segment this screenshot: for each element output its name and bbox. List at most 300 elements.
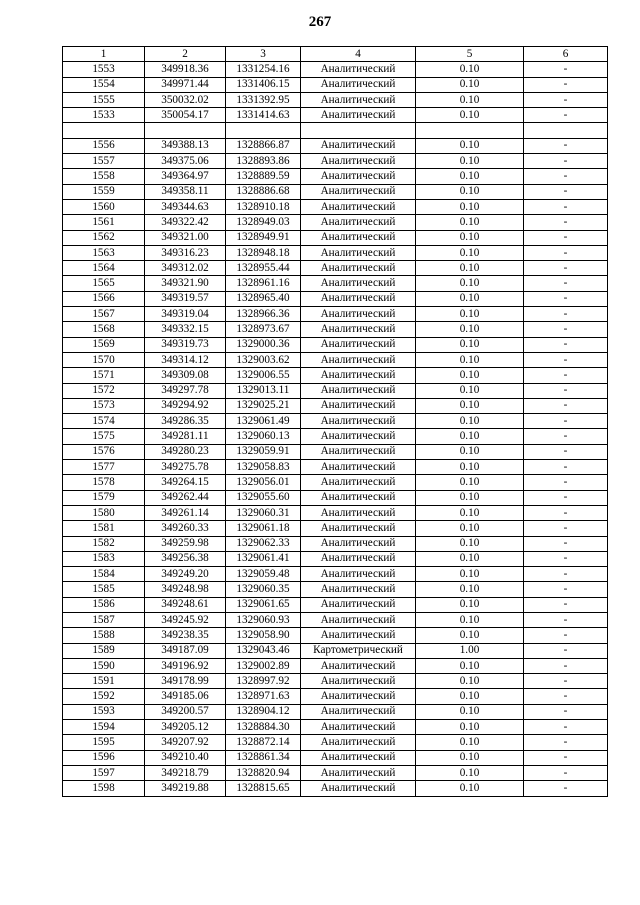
note-cell: - bbox=[524, 199, 608, 214]
x-coordinate-cell: 349256.38 bbox=[145, 551, 226, 566]
method-cell: Аналитический bbox=[301, 169, 416, 184]
accuracy-cell: 0.10 bbox=[416, 92, 524, 107]
point-number-cell: 1564 bbox=[63, 261, 145, 276]
y-coordinate-cell: 1328973.67 bbox=[226, 322, 301, 337]
method-cell: Аналитический bbox=[301, 704, 416, 719]
x-coordinate-cell: 349364.97 bbox=[145, 169, 226, 184]
note-cell: - bbox=[524, 414, 608, 429]
note-cell: - bbox=[524, 704, 608, 719]
x-coordinate-cell: 349297.78 bbox=[145, 383, 226, 398]
table-row bbox=[63, 490, 608, 505]
accuracy-cell: 0.10 bbox=[416, 444, 524, 459]
x-coordinate-cell: 349319.73 bbox=[145, 337, 226, 352]
method-cell: Аналитический bbox=[301, 460, 416, 475]
method-cell: Аналитический bbox=[301, 567, 416, 582]
x-coordinate-cell: 349238.35 bbox=[145, 628, 226, 643]
x-coordinate-cell: 349262.44 bbox=[145, 490, 226, 505]
accuracy-cell: 0.10 bbox=[416, 169, 524, 184]
method-cell: Аналитический bbox=[301, 735, 416, 750]
y-coordinate-cell: 1329000.36 bbox=[226, 337, 301, 352]
note-cell: - bbox=[524, 765, 608, 780]
y-coordinate-cell: 1329061.49 bbox=[226, 414, 301, 429]
table-row bbox=[63, 276, 608, 291]
method-cell: Аналитический bbox=[301, 490, 416, 505]
note-cell: - bbox=[524, 261, 608, 276]
point-number-cell: 1582 bbox=[63, 536, 145, 551]
y-coordinate-cell: 1329058.83 bbox=[226, 460, 301, 475]
accuracy-cell: 0.10 bbox=[416, 567, 524, 582]
page-number: 267 bbox=[308, 14, 332, 30]
x-coordinate-cell: 349344.63 bbox=[145, 199, 226, 214]
point-number-cell: 1571 bbox=[63, 368, 145, 383]
accuracy-cell: 0.10 bbox=[416, 154, 524, 169]
method-cell: Аналитический bbox=[301, 184, 416, 199]
accuracy-cell: 0.10 bbox=[416, 750, 524, 765]
y-coordinate-cell: 1331414.63 bbox=[226, 108, 301, 123]
point-number-cell: 1587 bbox=[63, 612, 145, 627]
x-coordinate-cell: 349358.11 bbox=[145, 184, 226, 199]
y-coordinate-cell: 1328965.40 bbox=[226, 291, 301, 306]
table-row bbox=[63, 597, 608, 612]
table-row bbox=[63, 444, 608, 459]
note-cell: - bbox=[524, 108, 608, 123]
y-coordinate-cell: 1328889.59 bbox=[226, 169, 301, 184]
point-number-cell: 1579 bbox=[63, 490, 145, 505]
point-number-cell: 1570 bbox=[63, 352, 145, 367]
accuracy-cell: 0.10 bbox=[416, 521, 524, 536]
point-number-cell: 1592 bbox=[63, 689, 145, 704]
point-number-cell: 1558 bbox=[63, 169, 145, 184]
x-coordinate-cell: 349196.92 bbox=[145, 658, 226, 673]
x-coordinate-cell: 349264.15 bbox=[145, 475, 226, 490]
y-coordinate-cell: 1329061.65 bbox=[226, 597, 301, 612]
note-cell: - bbox=[524, 505, 608, 520]
method-cell: Аналитический bbox=[301, 199, 416, 214]
table-row bbox=[63, 108, 608, 123]
point-number-cell: 1568 bbox=[63, 322, 145, 337]
point-number-cell: 1581 bbox=[63, 521, 145, 536]
column-header: 6 bbox=[524, 47, 608, 62]
table-row bbox=[63, 215, 608, 230]
note-cell: - bbox=[524, 62, 608, 77]
table-row bbox=[63, 765, 608, 780]
note-cell: - bbox=[524, 781, 608, 796]
y-coordinate-cell: 1331392.95 bbox=[226, 92, 301, 107]
table-row bbox=[63, 77, 608, 92]
method-cell: Аналитический bbox=[301, 429, 416, 444]
method-cell: Аналитический bbox=[301, 689, 416, 704]
accuracy-cell: 0.10 bbox=[416, 658, 524, 673]
y-coordinate-cell: 1328997.92 bbox=[226, 674, 301, 689]
x-coordinate-cell: 349375.06 bbox=[145, 154, 226, 169]
point-number-cell: 1573 bbox=[63, 398, 145, 413]
note-cell: - bbox=[524, 567, 608, 582]
point-number-cell: 1574 bbox=[63, 414, 145, 429]
table-row bbox=[63, 291, 608, 306]
y-coordinate-cell: 1328948.18 bbox=[226, 245, 301, 260]
x-coordinate-cell: 349245.92 bbox=[145, 612, 226, 627]
y-coordinate-cell: 1329059.48 bbox=[226, 567, 301, 582]
table-row bbox=[63, 628, 608, 643]
note-cell: - bbox=[524, 643, 608, 658]
accuracy-cell: 0.10 bbox=[416, 781, 524, 796]
method-cell: Аналитический bbox=[301, 674, 416, 689]
note-cell: - bbox=[524, 276, 608, 291]
x-coordinate-cell: 349281.11 bbox=[145, 429, 226, 444]
method-cell: Аналитический bbox=[301, 658, 416, 673]
point-number-cell: 1565 bbox=[63, 276, 145, 291]
y-coordinate-cell: 1329056.01 bbox=[226, 475, 301, 490]
table-row bbox=[63, 352, 608, 367]
accuracy-cell: 0.10 bbox=[416, 230, 524, 245]
point-number-cell: 1575 bbox=[63, 429, 145, 444]
method-cell: Аналитический bbox=[301, 352, 416, 367]
accuracy-cell: 0.10 bbox=[416, 735, 524, 750]
y-coordinate-cell: 1329061.41 bbox=[226, 551, 301, 566]
point-number-cell: 1584 bbox=[63, 567, 145, 582]
point-number-cell: 1589 bbox=[63, 643, 145, 658]
note-cell: - bbox=[524, 77, 608, 92]
note-cell: - bbox=[524, 444, 608, 459]
table-row bbox=[63, 184, 608, 199]
x-coordinate-cell: 349918.36 bbox=[145, 62, 226, 77]
method-cell: Аналитический bbox=[301, 245, 416, 260]
note-cell: - bbox=[524, 291, 608, 306]
accuracy-cell: 0.10 bbox=[416, 261, 524, 276]
x-coordinate-cell: 349314.12 bbox=[145, 352, 226, 367]
point-number-cell: 1598 bbox=[63, 781, 145, 796]
table-row bbox=[63, 643, 608, 658]
x-coordinate-cell: 349309.08 bbox=[145, 368, 226, 383]
note-cell: - bbox=[524, 674, 608, 689]
accuracy-cell: 0.10 bbox=[416, 597, 524, 612]
accuracy-cell: 0.10 bbox=[416, 628, 524, 643]
table-row bbox=[63, 475, 608, 490]
x-coordinate-cell: 349178.99 bbox=[145, 674, 226, 689]
table-row bbox=[63, 720, 608, 735]
note-cell: - bbox=[524, 536, 608, 551]
table-row bbox=[63, 521, 608, 536]
x-coordinate-cell: 349248.98 bbox=[145, 582, 226, 597]
point-number-cell: 1597 bbox=[63, 765, 145, 780]
note-cell: - bbox=[524, 628, 608, 643]
table-row bbox=[63, 383, 608, 398]
accuracy-cell: 0.10 bbox=[416, 199, 524, 214]
accuracy-cell: 0.10 bbox=[416, 276, 524, 291]
point-number-cell: 1580 bbox=[63, 505, 145, 520]
accuracy-cell: 0.10 bbox=[416, 307, 524, 322]
accuracy-cell: 1.00 bbox=[416, 643, 524, 658]
point-number-cell: 1591 bbox=[63, 674, 145, 689]
y-coordinate-cell: 1328815.65 bbox=[226, 781, 301, 796]
point-number-cell: 1533 bbox=[63, 108, 145, 123]
method-cell: Аналитический bbox=[301, 77, 416, 92]
x-coordinate-cell: 349210.40 bbox=[145, 750, 226, 765]
accuracy-cell: 0.10 bbox=[416, 337, 524, 352]
table-row bbox=[63, 781, 608, 796]
accuracy-cell: 0.10 bbox=[416, 582, 524, 597]
accuracy-cell: 0.10 bbox=[416, 612, 524, 627]
note-cell: - bbox=[524, 597, 608, 612]
y-coordinate-cell: 1331406.15 bbox=[226, 77, 301, 92]
point-number-cell: 1583 bbox=[63, 551, 145, 566]
table-row bbox=[63, 169, 608, 184]
x-coordinate-cell: 349207.92 bbox=[145, 735, 226, 750]
accuracy-cell: 0.10 bbox=[416, 429, 524, 444]
method-cell: Аналитический bbox=[301, 765, 416, 780]
table-row bbox=[63, 92, 608, 107]
y-coordinate-cell: 1329055.60 bbox=[226, 490, 301, 505]
x-coordinate-cell: 349388.13 bbox=[145, 138, 226, 153]
x-coordinate-cell: 349319.57 bbox=[145, 291, 226, 306]
x-coordinate-cell: 349321.90 bbox=[145, 276, 226, 291]
point-number-cell: 1567 bbox=[63, 307, 145, 322]
table-row bbox=[63, 199, 608, 214]
accuracy-cell: 0.10 bbox=[416, 536, 524, 551]
y-coordinate-cell: 1329060.31 bbox=[226, 505, 301, 520]
accuracy-cell: 0.10 bbox=[416, 720, 524, 735]
coordinates-table bbox=[62, 46, 608, 797]
y-coordinate-cell: 1329058.90 bbox=[226, 628, 301, 643]
point-number-cell: 1554 bbox=[63, 77, 145, 92]
table-row bbox=[63, 230, 608, 245]
x-coordinate-cell: 349280.23 bbox=[145, 444, 226, 459]
note-cell: - bbox=[524, 383, 608, 398]
method-cell: Аналитический bbox=[301, 215, 416, 230]
x-coordinate-cell: 349319.04 bbox=[145, 307, 226, 322]
y-coordinate-cell: 1329060.13 bbox=[226, 429, 301, 444]
x-coordinate-cell: 349248.61 bbox=[145, 597, 226, 612]
accuracy-cell: 0.10 bbox=[416, 322, 524, 337]
point-number-cell: 1560 bbox=[63, 199, 145, 214]
x-coordinate-cell: 349316.23 bbox=[145, 245, 226, 260]
y-coordinate-cell: 1329006.55 bbox=[226, 368, 301, 383]
point-number-cell: 1577 bbox=[63, 460, 145, 475]
note-cell: - bbox=[524, 322, 608, 337]
method-cell: Аналитический bbox=[301, 551, 416, 566]
point-number-cell: 1561 bbox=[63, 215, 145, 230]
y-coordinate-cell: 1329003.62 bbox=[226, 352, 301, 367]
table-row bbox=[63, 337, 608, 352]
method-cell: Аналитический bbox=[301, 582, 416, 597]
method-cell: Аналитический bbox=[301, 398, 416, 413]
note-cell: - bbox=[524, 154, 608, 169]
method-cell: Аналитический bbox=[301, 138, 416, 153]
y-coordinate-cell: 1328884.30 bbox=[226, 720, 301, 735]
accuracy-cell: 0.10 bbox=[416, 291, 524, 306]
x-coordinate-cell: 349294.92 bbox=[145, 398, 226, 413]
y-coordinate-cell: 1329061.18 bbox=[226, 521, 301, 536]
y-coordinate-cell: 1329013.11 bbox=[226, 383, 301, 398]
y-coordinate-cell: 1328893.86 bbox=[226, 154, 301, 169]
point-number-cell: 1569 bbox=[63, 337, 145, 352]
accuracy-cell: 0.10 bbox=[416, 704, 524, 719]
accuracy-cell: 0.10 bbox=[416, 184, 524, 199]
note-cell: - bbox=[524, 429, 608, 444]
y-coordinate-cell: 1328955.44 bbox=[226, 261, 301, 276]
accuracy-cell: 0.10 bbox=[416, 215, 524, 230]
y-coordinate-cell: 1328949.91 bbox=[226, 230, 301, 245]
point-number-cell: 1553 bbox=[63, 62, 145, 77]
table-row bbox=[63, 567, 608, 582]
point-number-cell: 1596 bbox=[63, 750, 145, 765]
y-coordinate-cell: 1329062.33 bbox=[226, 536, 301, 551]
note-cell: - bbox=[524, 215, 608, 230]
accuracy-cell: 0.10 bbox=[416, 108, 524, 123]
y-coordinate-cell: 1331254.16 bbox=[226, 62, 301, 77]
note-cell: - bbox=[524, 735, 608, 750]
table-row bbox=[63, 123, 608, 138]
method-cell: Аналитический bbox=[301, 597, 416, 612]
method-cell bbox=[301, 123, 416, 138]
table-row bbox=[63, 307, 608, 322]
y-coordinate-cell bbox=[226, 123, 301, 138]
x-coordinate-cell: 349321.00 bbox=[145, 230, 226, 245]
note-cell: - bbox=[524, 138, 608, 153]
method-cell: Аналитический bbox=[301, 230, 416, 245]
note-cell: - bbox=[524, 352, 608, 367]
table-row bbox=[63, 505, 608, 520]
x-coordinate-cell: 349322.42 bbox=[145, 215, 226, 230]
table-body bbox=[63, 62, 608, 796]
point-number-cell: 1555 bbox=[63, 92, 145, 107]
point-number-cell: 1578 bbox=[63, 475, 145, 490]
y-coordinate-cell: 1328861.34 bbox=[226, 750, 301, 765]
accuracy-cell: 0.10 bbox=[416, 352, 524, 367]
method-cell: Аналитический bbox=[301, 628, 416, 643]
table-row bbox=[63, 398, 608, 413]
table-row bbox=[63, 460, 608, 475]
table-row bbox=[63, 689, 608, 704]
accuracy-cell: 0.10 bbox=[416, 138, 524, 153]
point-number-cell: 1566 bbox=[63, 291, 145, 306]
table-row bbox=[63, 582, 608, 597]
x-coordinate-cell: 349286.35 bbox=[145, 414, 226, 429]
method-cell: Аналитический bbox=[301, 261, 416, 276]
method-cell: Картометрический bbox=[301, 643, 416, 658]
note-cell: - bbox=[524, 184, 608, 199]
x-coordinate-cell: 349261.14 bbox=[145, 505, 226, 520]
point-number-cell bbox=[63, 123, 145, 138]
x-coordinate-cell: 349218.79 bbox=[145, 765, 226, 780]
method-cell: Аналитический bbox=[301, 521, 416, 536]
table-row bbox=[63, 429, 608, 444]
note-cell: - bbox=[524, 245, 608, 260]
table-row bbox=[63, 750, 608, 765]
accuracy-cell: 0.10 bbox=[416, 689, 524, 704]
note-cell: - bbox=[524, 398, 608, 413]
accuracy-cell: 0.10 bbox=[416, 765, 524, 780]
note-cell: - bbox=[524, 337, 608, 352]
note-cell: - bbox=[524, 92, 608, 107]
accuracy-cell: 0.10 bbox=[416, 414, 524, 429]
method-cell: Аналитический bbox=[301, 291, 416, 306]
note-cell: - bbox=[524, 582, 608, 597]
note-cell: - bbox=[524, 169, 608, 184]
x-coordinate-cell: 349260.33 bbox=[145, 521, 226, 536]
method-cell: Аналитический bbox=[301, 108, 416, 123]
method-cell: Аналитический bbox=[301, 383, 416, 398]
point-number-cell: 1576 bbox=[63, 444, 145, 459]
note-cell: - bbox=[524, 750, 608, 765]
accuracy-cell: 0.10 bbox=[416, 505, 524, 520]
note-cell: - bbox=[524, 475, 608, 490]
x-coordinate-cell: 349219.88 bbox=[145, 781, 226, 796]
note-cell: - bbox=[524, 658, 608, 673]
y-coordinate-cell: 1328971.63 bbox=[226, 689, 301, 704]
y-coordinate-cell: 1328961.16 bbox=[226, 276, 301, 291]
y-coordinate-cell: 1329043.46 bbox=[226, 643, 301, 658]
x-coordinate-cell: 350054.17 bbox=[145, 108, 226, 123]
accuracy-cell: 0.10 bbox=[416, 398, 524, 413]
point-number-cell: 1562 bbox=[63, 230, 145, 245]
table-row bbox=[63, 536, 608, 551]
column-header: 1 bbox=[63, 47, 145, 62]
point-number-cell: 1593 bbox=[63, 704, 145, 719]
y-coordinate-cell: 1328820.94 bbox=[226, 765, 301, 780]
point-number-cell: 1559 bbox=[63, 184, 145, 199]
y-coordinate-cell: 1329059.91 bbox=[226, 444, 301, 459]
y-coordinate-cell: 1328966.36 bbox=[226, 307, 301, 322]
accuracy-cell: 0.10 bbox=[416, 368, 524, 383]
table-row bbox=[63, 154, 608, 169]
accuracy-cell: 0.10 bbox=[416, 475, 524, 490]
accuracy-cell: 0.10 bbox=[416, 62, 524, 77]
method-cell: Аналитический bbox=[301, 368, 416, 383]
table-row bbox=[63, 551, 608, 566]
accuracy-cell: 0.10 bbox=[416, 460, 524, 475]
y-coordinate-cell: 1328949.03 bbox=[226, 215, 301, 230]
method-cell: Аналитический bbox=[301, 444, 416, 459]
x-coordinate-cell: 349259.98 bbox=[145, 536, 226, 551]
column-header: 5 bbox=[416, 47, 524, 62]
method-cell: Аналитический bbox=[301, 276, 416, 291]
note-cell: - bbox=[524, 612, 608, 627]
table-row bbox=[63, 674, 608, 689]
table-row bbox=[63, 261, 608, 276]
table-row bbox=[63, 62, 608, 77]
table-header-row bbox=[63, 47, 608, 62]
x-coordinate-cell: 349185.06 bbox=[145, 689, 226, 704]
y-coordinate-cell: 1329025.21 bbox=[226, 398, 301, 413]
table-row bbox=[63, 322, 608, 337]
x-coordinate-cell: 349249.20 bbox=[145, 567, 226, 582]
note-cell: - bbox=[524, 490, 608, 505]
note-cell: - bbox=[524, 368, 608, 383]
x-coordinate-cell: 349312.02 bbox=[145, 261, 226, 276]
point-number-cell: 1572 bbox=[63, 383, 145, 398]
x-coordinate-cell: 350032.02 bbox=[145, 92, 226, 107]
y-coordinate-cell: 1328886.68 bbox=[226, 184, 301, 199]
method-cell: Аналитический bbox=[301, 322, 416, 337]
method-cell: Аналитический bbox=[301, 781, 416, 796]
method-cell: Аналитический bbox=[301, 612, 416, 627]
table-row bbox=[63, 735, 608, 750]
column-header: 3 bbox=[226, 47, 301, 62]
y-coordinate-cell: 1329060.93 bbox=[226, 612, 301, 627]
table-row bbox=[63, 704, 608, 719]
accuracy-cell: 0.10 bbox=[416, 551, 524, 566]
y-coordinate-cell: 1328866.87 bbox=[226, 138, 301, 153]
point-number-cell: 1557 bbox=[63, 154, 145, 169]
x-coordinate-cell: 349971.44 bbox=[145, 77, 226, 92]
table-row bbox=[63, 658, 608, 673]
accuracy-cell: 0.10 bbox=[416, 674, 524, 689]
x-coordinate-cell: 349205.12 bbox=[145, 720, 226, 735]
note-cell: - bbox=[524, 460, 608, 475]
table-row bbox=[63, 612, 608, 627]
point-number-cell: 1563 bbox=[63, 245, 145, 260]
